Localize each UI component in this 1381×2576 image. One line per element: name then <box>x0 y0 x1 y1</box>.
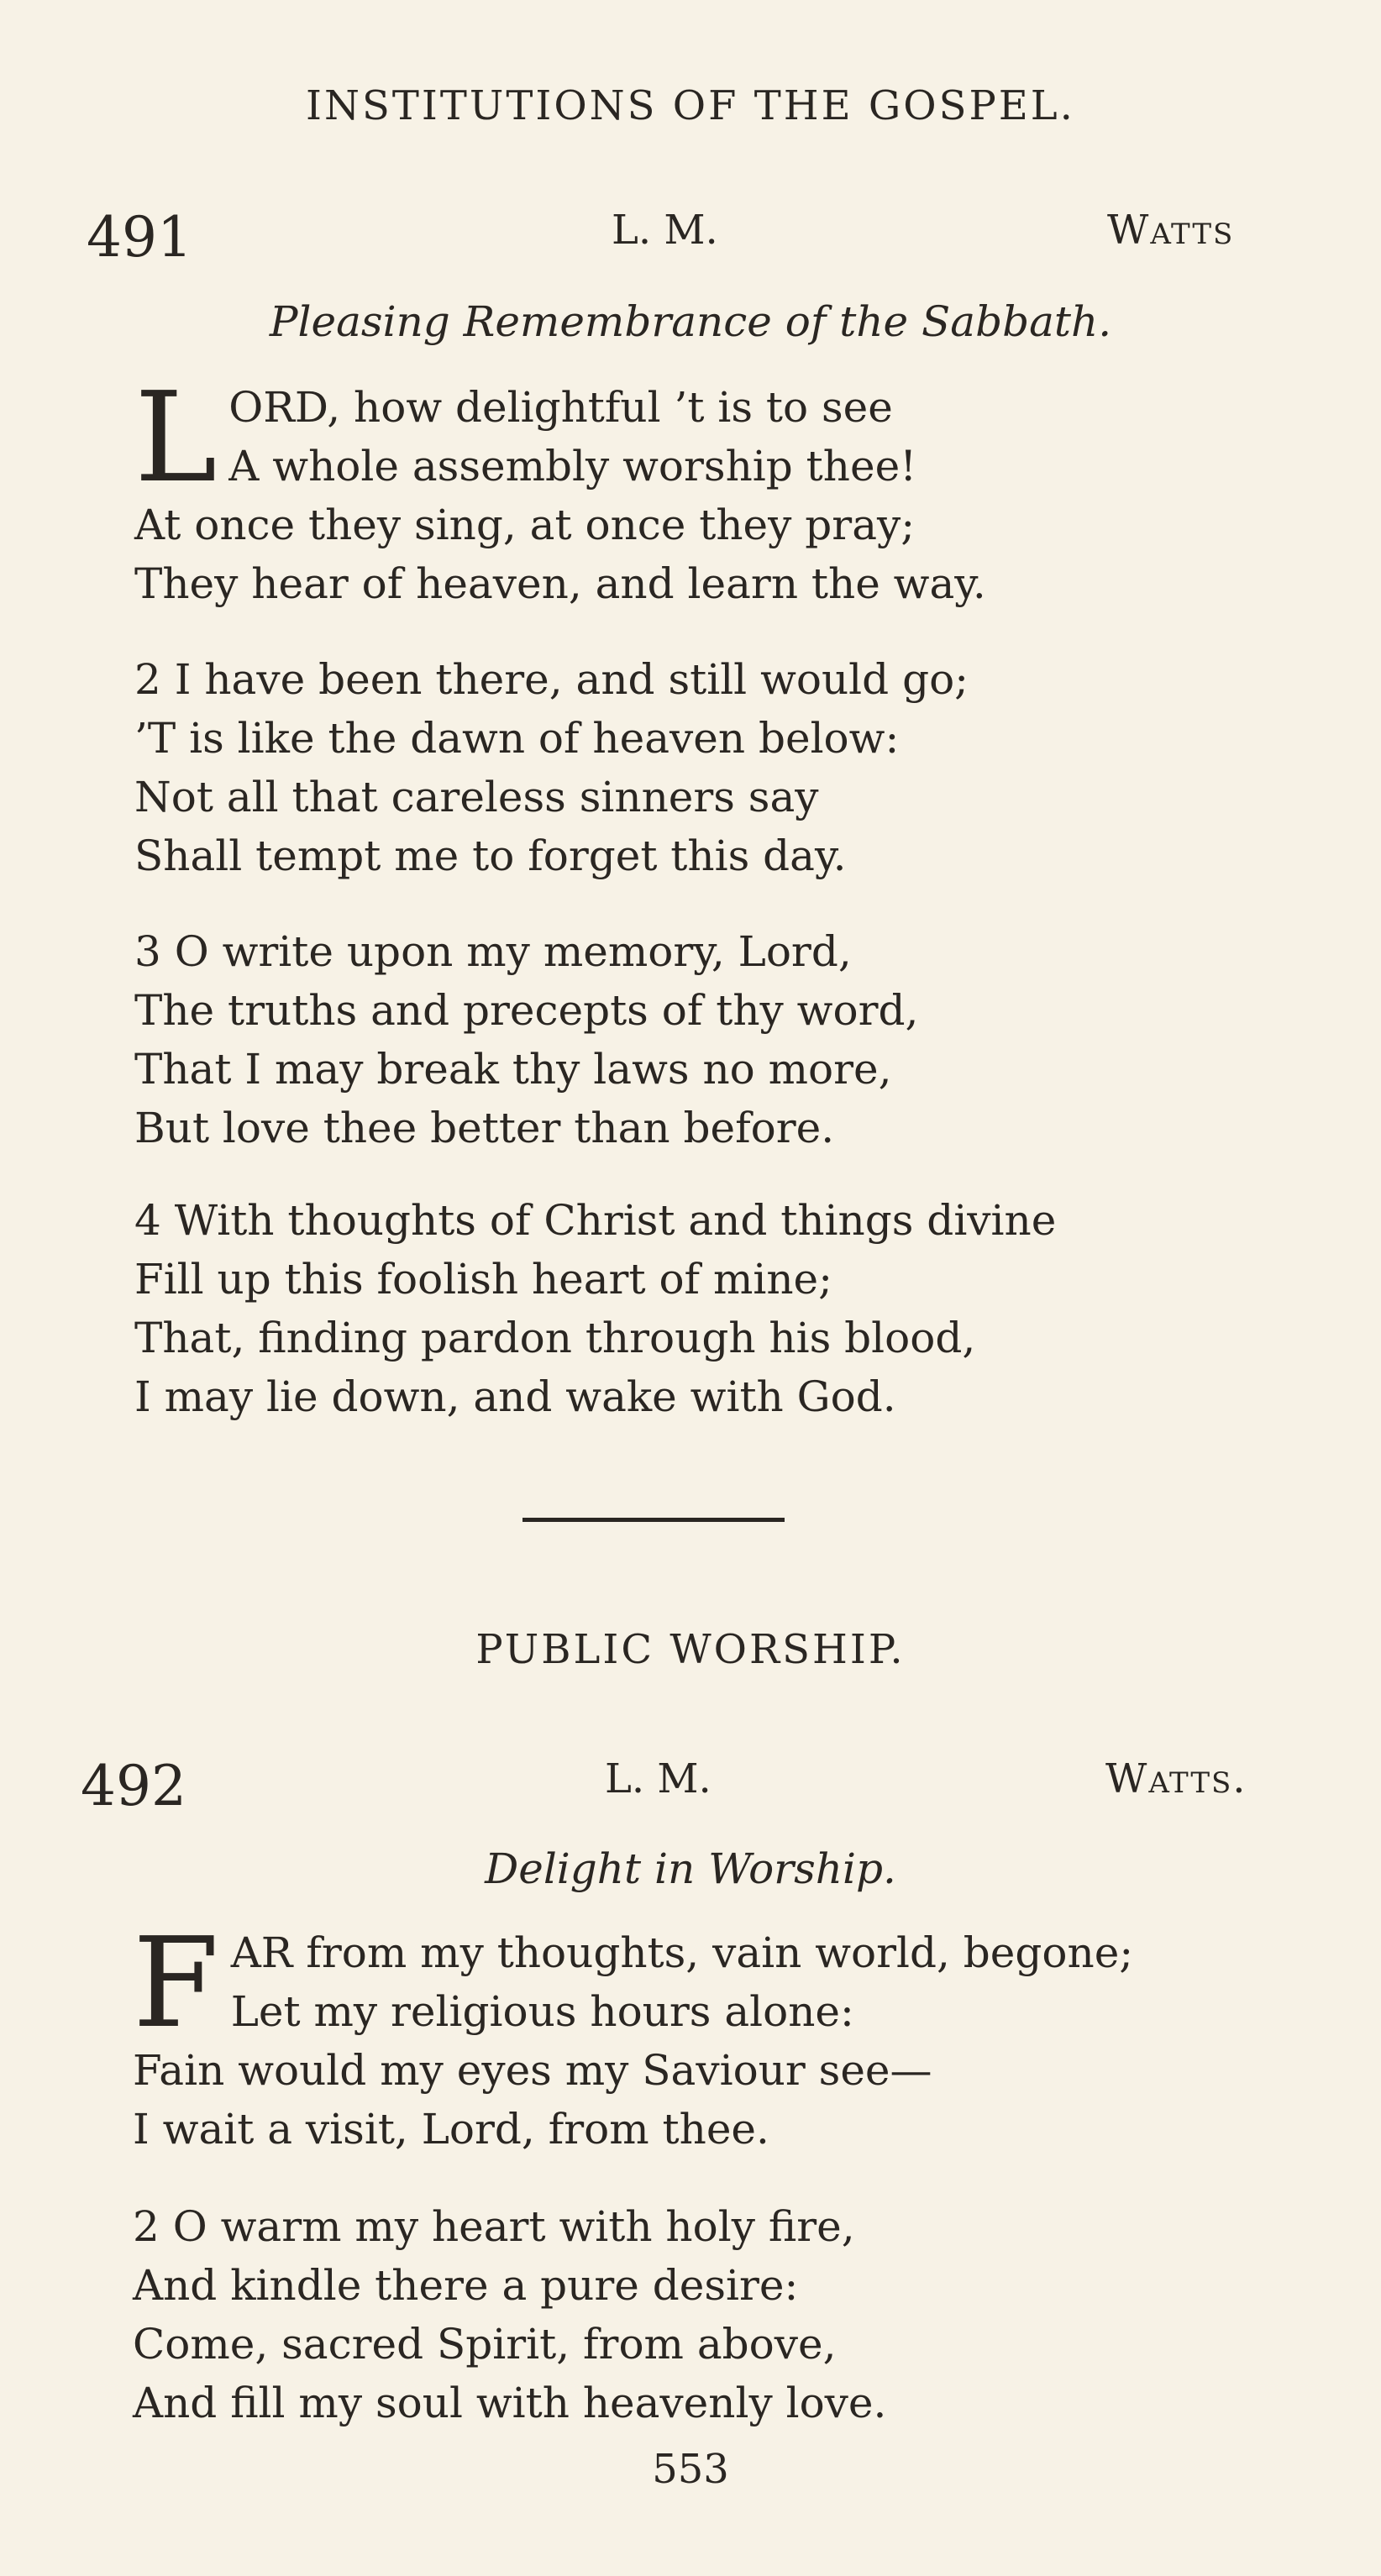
verse-line: Come, sacred Spirit, from above, <box>133 2320 837 2369</box>
verse-line: 4 With thoughts of Christ and things divine <box>134 1196 1057 1245</box>
drop-cap: L <box>134 365 218 510</box>
hymn-meter-491: L. M. <box>612 207 718 254</box>
verse-line: I wait a visit, Lord, from thee. <box>133 2105 769 2154</box>
hymn-491-verse-2 <box>134 650 969 885</box>
section-heading: PUBLIC WORSHIP. <box>475 1626 906 1673</box>
verse-line: 2 O warm my heart with holy fire, <box>133 2202 855 2251</box>
hymn-491-verse-3 <box>134 922 918 1157</box>
verse-line: Fill up this foolish heart of mine; <box>134 1255 832 1304</box>
verse-line: At once they sing, at once they pray; <box>134 501 916 549</box>
verse-line: That, finding pardon through his blood, <box>134 1314 976 1362</box>
verse-line: 2 I have been there, and still would go; <box>134 655 969 704</box>
verse-line: Shall tempt me to forget this day. <box>134 832 847 880</box>
verse-line: That I may break thy laws no more, <box>134 1045 892 1094</box>
hymn-author-491: Watts <box>1107 207 1235 254</box>
verse-line: ORD, how delightful ’t is to see <box>228 383 893 432</box>
verse-line: 3 O write upon my memory, Lord, <box>134 927 852 976</box>
page-number: 553 <box>652 2446 729 2493</box>
verse-line: I may lie down, and wake with God. <box>134 1372 896 1421</box>
verse-line: ’T is like the dawn of heaven below: <box>134 714 900 763</box>
hymn-491-verse-4 <box>134 1191 1056 1426</box>
running-head: INSTITUTIONS OF THE GOSPEL. <box>306 82 1075 129</box>
section-divider <box>522 1518 785 1522</box>
verse-line: And fill my soul with heavenly love. <box>133 2379 887 2427</box>
hymn-492-verse-1 <box>133 1911 1342 2159</box>
hymn-author-492: Watts. <box>1105 1755 1247 1802</box>
drop-cap: F <box>133 1911 219 2055</box>
hymn-492-verse-2 <box>133 2197 886 2432</box>
verse-line: They hear of heaven, and learn the way. <box>134 559 986 608</box>
verse-line: Fain would my eyes my Saviour see— <box>133 2046 932 2095</box>
hymn-number-492: 492 <box>81 1754 186 1818</box>
hymn-491-verse-1 <box>134 365 1226 613</box>
hymn-title-491: Pleasing Remembrance of the Sabbath. <box>269 297 1112 346</box>
hymn-title-492: Delight in Worship. <box>485 1844 896 1893</box>
verse-line: Let my religious hours alone: <box>230 1987 854 2036</box>
verse-line: And kindle there a pure desire: <box>133 2261 799 2310</box>
verse-line: AR from my thoughts, vain world, begone; <box>230 1928 1134 1977</box>
verse-line: But love thee better than before. <box>134 1104 835 1152</box>
verse-line: The truths and precepts of thy word, <box>134 986 919 1035</box>
hymn-number-491: 491 <box>87 205 192 270</box>
verse-line: A whole assembly worship thee! <box>228 442 917 491</box>
verse-line: Not all that careless sinners say <box>134 773 819 821</box>
hymn-meter-492: L. M. <box>605 1755 712 1802</box>
